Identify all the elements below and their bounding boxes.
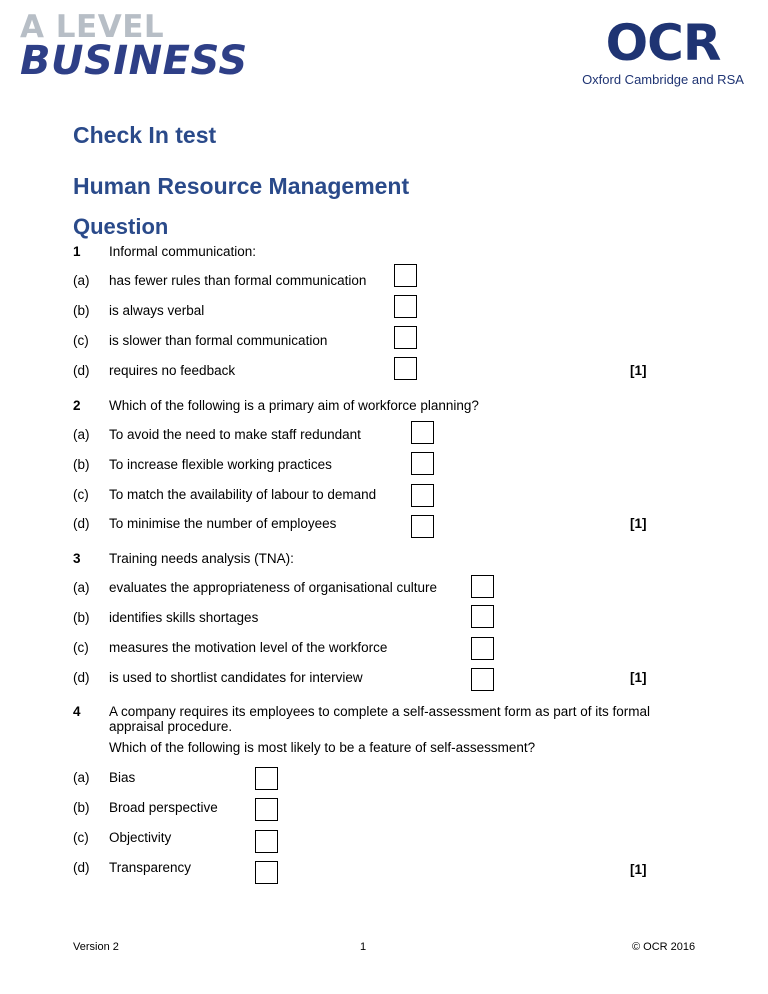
ocr-logo-subtitle: Oxford Cambridge and RSA xyxy=(582,72,744,87)
question-2-number: 2 xyxy=(73,398,81,413)
q1-option-a-text: has fewer rules than formal communication xyxy=(109,273,367,288)
question-4-stem-line-2: appraisal procedure. xyxy=(109,719,233,734)
footer-page-number: 1 xyxy=(360,941,367,953)
q2-marks: [1] xyxy=(630,516,647,531)
q3-option-a-text: evaluates the appropriateness of organisational culture xyxy=(109,580,437,595)
footer-version: Version 2 xyxy=(73,941,119,953)
q1-option-c-label: (c) xyxy=(73,333,89,348)
question-2-stem: Which of the following is a primary aim of workforce planning? xyxy=(109,398,479,413)
q3-option-a-label: (a) xyxy=(73,580,90,595)
q1-option-d-label: (d) xyxy=(73,363,90,378)
q4-option-b-checkbox[interactable] xyxy=(255,798,278,821)
question-3-number: 3 xyxy=(73,551,81,566)
q3-option-d-checkbox[interactable] xyxy=(471,668,494,691)
q2-option-b-label: (b) xyxy=(73,457,90,472)
q3-option-b-text: identifies skills shortages xyxy=(109,610,259,625)
q1-option-a-label: (a) xyxy=(73,273,90,288)
brand-line-2: BUSINESS xyxy=(20,38,248,84)
q4-option-c-label: (c) xyxy=(73,830,89,845)
brand-line-1: A LEVEL xyxy=(20,9,165,45)
footer-copyright: © OCR 2016 xyxy=(632,941,696,953)
q1-option-c-checkbox[interactable] xyxy=(394,326,417,349)
q1-option-c-text: is slower than formal communication xyxy=(109,333,328,348)
q1-option-d-text: requires no feedback xyxy=(109,363,236,378)
q2-option-a-label: (a) xyxy=(73,427,90,442)
question-heading: Question xyxy=(73,214,169,239)
q1-option-a-checkbox[interactable] xyxy=(394,264,417,287)
q3-marks: [1] xyxy=(630,670,647,685)
q4-option-c-text: Objectivity xyxy=(109,830,172,845)
q4-option-b-label: (b) xyxy=(73,800,90,815)
q2-option-b-checkbox[interactable] xyxy=(411,452,434,475)
q2-option-a-text: To avoid the need to make staff redundant xyxy=(109,427,361,442)
q3-option-a-checkbox[interactable] xyxy=(471,575,494,598)
question-4-stem-line-1: A company requires its employees to complete a self-assessment form as part of its formal xyxy=(109,704,650,719)
q1-option-d-checkbox[interactable] xyxy=(394,357,417,380)
question-3-stem: Training needs analysis (TNA): xyxy=(109,551,294,566)
q3-option-c-checkbox[interactable] xyxy=(471,637,494,660)
q3-option-d-text: is used to shortlist candidates for interview xyxy=(109,670,363,685)
q3-option-c-text: measures the motivation level of the workforce xyxy=(109,640,388,655)
q2-option-d-checkbox[interactable] xyxy=(411,515,434,538)
q1-option-b-label: (b) xyxy=(73,303,90,318)
q2-option-d-text: To minimise the number of employees xyxy=(109,516,337,531)
q3-option-d-label: (d) xyxy=(73,670,90,685)
q2-option-a-checkbox[interactable] xyxy=(411,421,434,444)
question-1-number: 1 xyxy=(73,244,81,259)
q4-option-a-label: (a) xyxy=(73,770,90,785)
q4-option-a-checkbox[interactable] xyxy=(255,767,278,790)
q4-option-b-text: Broad perspective xyxy=(109,800,218,815)
q3-option-c-label: (c) xyxy=(73,640,89,655)
question-1-stem: Informal communication: xyxy=(109,244,257,259)
question-4-number: 4 xyxy=(73,704,81,719)
q4-option-a-text: Bias xyxy=(109,770,136,785)
q4-option-c-checkbox[interactable] xyxy=(255,830,278,853)
q4-option-d-label: (d) xyxy=(73,860,90,875)
q1-marks: [1] xyxy=(630,363,647,378)
q2-option-c-checkbox[interactable] xyxy=(411,484,434,507)
question-4-stem-line-3: Which of the following is most likely to be a feature of self-assessment? xyxy=(109,740,536,755)
topic-title: Human Resource Management xyxy=(73,173,410,199)
ocr-logo-text: OCR xyxy=(605,14,721,72)
q4-option-d-checkbox[interactable] xyxy=(255,861,278,884)
q2-option-c-label: (c) xyxy=(73,487,89,502)
q4-option-d-text: Transparency xyxy=(109,860,192,875)
ocr-logo xyxy=(578,14,748,87)
q1-option-b-checkbox[interactable] xyxy=(394,295,417,318)
q3-option-b-label: (b) xyxy=(73,610,90,625)
a-level-business-logo xyxy=(20,9,248,84)
q3-option-b-checkbox[interactable] xyxy=(471,605,494,628)
q2-option-c-text: To match the availability of labour to demand xyxy=(109,487,377,502)
check-in-title: Check In test xyxy=(73,122,217,148)
q1-option-b-text: is always verbal xyxy=(109,303,205,318)
q2-option-d-label: (d) xyxy=(73,516,90,531)
q2-option-b-text: To increase flexible working practices xyxy=(109,457,332,472)
q4-marks: [1] xyxy=(630,862,647,877)
